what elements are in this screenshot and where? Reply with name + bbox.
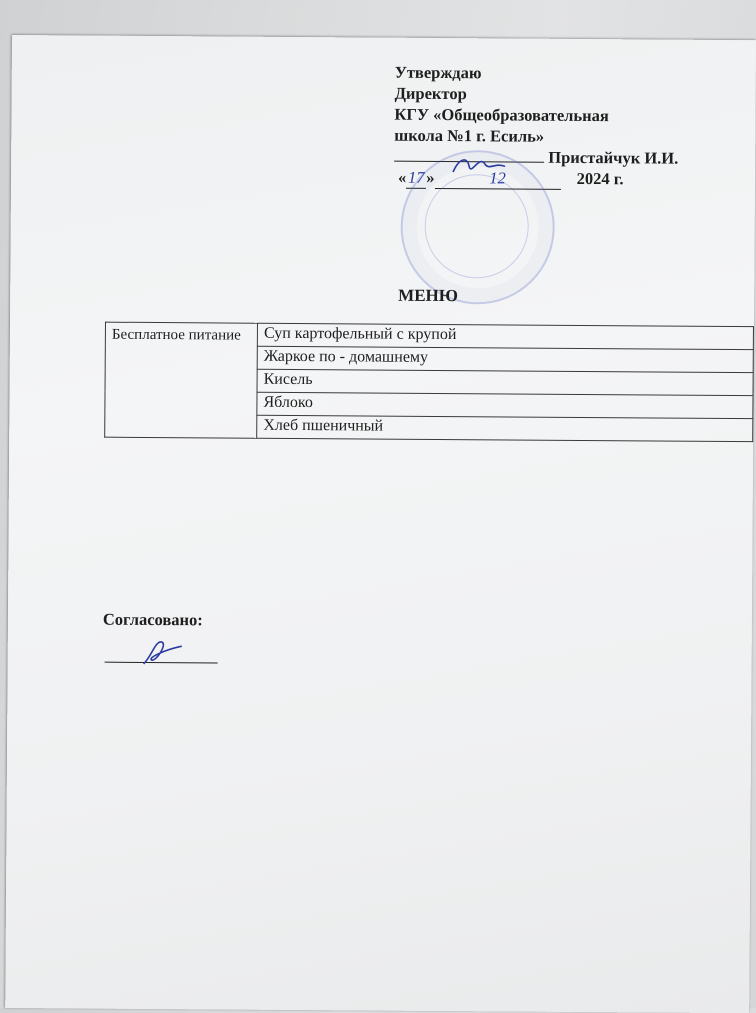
organization-line-2: школа №1 г. Есиль» (394, 125, 545, 146)
document-page (5, 35, 756, 1013)
menu-table (104, 322, 754, 443)
agreed-label: Согласовано: (102, 609, 203, 630)
organization-line-1: КГУ «Общеобразовательная (394, 104, 609, 126)
date-day: 17 (406, 167, 426, 189)
menu-item: Яблоко (257, 392, 753, 418)
date-open-quote: « (397, 167, 407, 187)
official-stamp (397, 150, 555, 305)
menu-item: Жаркое по - домашнему (257, 346, 753, 372)
menu-item: Суп картофельный с крупой (257, 323, 753, 349)
stamp-inner-ring (424, 174, 529, 279)
menu-item: Хлеб пшеничный (257, 415, 753, 441)
approve-heading: Утверждаю (394, 62, 482, 83)
director-position: Директор (394, 83, 467, 104)
director-name: Пристайчук И.И. (548, 147, 679, 168)
date-close-quote: » (426, 167, 435, 187)
date-month: 12 (434, 167, 560, 190)
menu-category: Бесплатное питание (105, 322, 258, 438)
date-year: 2024 г. (576, 168, 624, 189)
menu-item: Кисель (257, 369, 753, 395)
agreed-signature-line (105, 662, 218, 664)
table-row (105, 322, 753, 350)
document-title: МЕНЮ (398, 285, 459, 306)
